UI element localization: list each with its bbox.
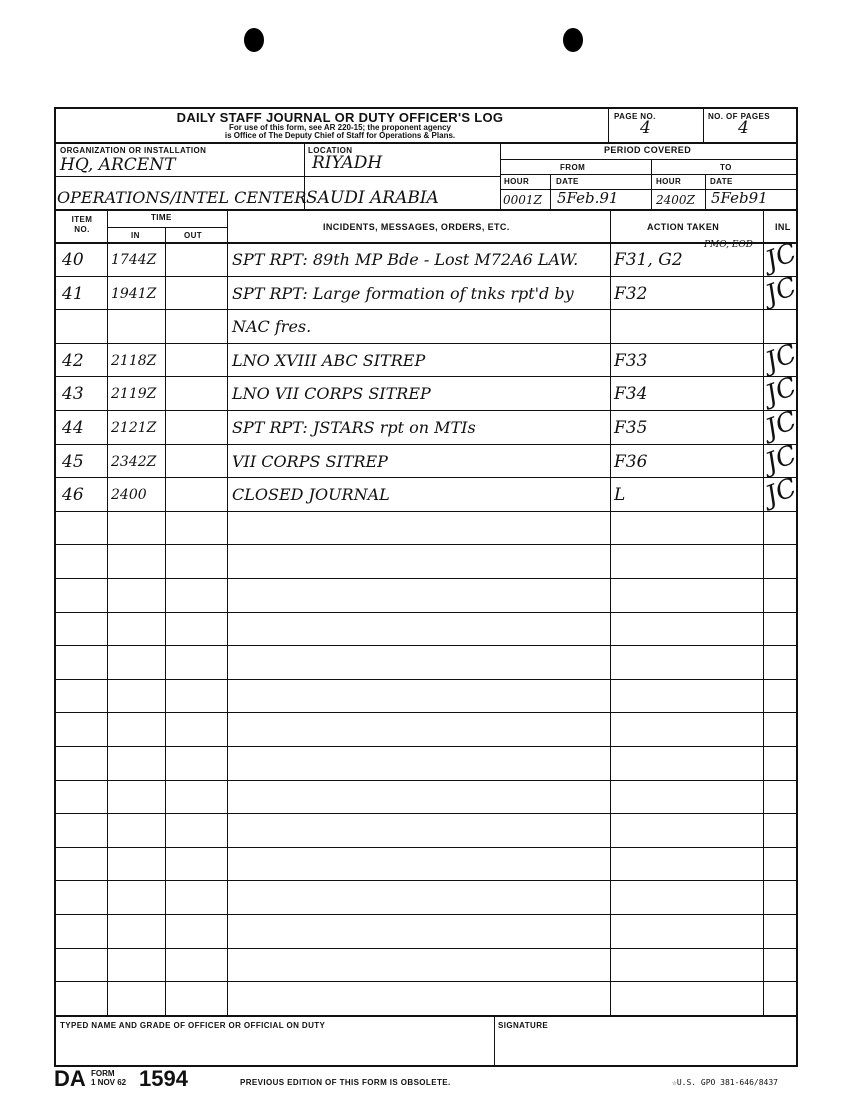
entry-item-no: 42	[62, 351, 84, 371]
to-hour-label: HOUR	[656, 177, 682, 186]
from-hour-label: HOUR	[504, 177, 530, 186]
entry-item-no: 41	[62, 284, 84, 304]
entry-initials: JC	[761, 472, 801, 512]
row-line	[55, 410, 797, 411]
entry-initials: JC	[761, 405, 801, 445]
da-label: DA	[54, 1066, 86, 1091]
entry-initials: JC	[761, 371, 801, 411]
form-number: 1594	[139, 1066, 188, 1091]
entry-text: SPT RPT: 89th MP Bde - Lost M72A6 LAW.	[232, 250, 579, 269]
entry-item-no: 46	[62, 485, 84, 505]
row-line	[55, 880, 797, 881]
to-label: TO	[720, 163, 732, 172]
entry-initials: JC	[761, 271, 801, 311]
entry-time-in: 1941Z	[111, 286, 157, 302]
row-line	[55, 645, 797, 646]
page-no-label: PAGE NO.	[614, 112, 656, 121]
form-title-block	[130, 111, 550, 140]
from-date-label: DATE	[556, 177, 579, 186]
col-out-header: OUT	[184, 231, 203, 240]
from-label: FROM	[560, 163, 586, 172]
row-line	[55, 981, 797, 982]
row-line	[55, 948, 797, 949]
no-pages-divider	[703, 107, 704, 142]
org-value-line1: HQ, ARCENT	[60, 155, 176, 175]
gpo-note: ☆U.S. GPO 381-646/8437	[672, 1078, 778, 1087]
col-action-header: ACTION TAKEN	[647, 222, 720, 232]
entry-time-in: 2119Z	[111, 386, 157, 402]
punch-hole-left	[244, 28, 264, 52]
row-line	[55, 813, 797, 814]
entry-time-in: 2118Z	[111, 353, 157, 369]
signature-label: SIGNATURE	[498, 1021, 549, 1030]
form-subtitle-line1: For use of this form, see AR 220-15; the proponent agency	[229, 123, 451, 132]
row-line	[55, 679, 797, 680]
form-title: DAILY STAFF JOURNAL OR DUTY OFFICER'S LOG	[176, 110, 504, 125]
col-incidents-header: INCIDENTS, MESSAGES, ORDERS, ETC.	[323, 222, 510, 232]
time-subheader-line	[107, 227, 227, 228]
period-left-divider	[500, 142, 501, 209]
footer-divider	[55, 1015, 797, 1017]
form-date-label: 1 NOV 62	[91, 1078, 127, 1087]
entry-action: F32	[614, 284, 648, 304]
to-date-value: 5Feb91	[711, 189, 768, 207]
to-hour-value: 2400Z	[656, 193, 695, 207]
to-date-label: DATE	[710, 177, 733, 186]
entry-time-in: 1744Z	[111, 252, 157, 268]
col-in-divider	[165, 227, 166, 1015]
to-hour-date-vertical	[705, 174, 706, 209]
row-line	[55, 847, 797, 848]
entry-action: F34	[614, 384, 648, 404]
row-line	[55, 511, 797, 512]
row-line	[55, 343, 797, 344]
entry-text: LNO XVIII ABC SITREP	[232, 351, 426, 370]
entry-text: SPT RPT: Large formation of tnks rpt'd by	[232, 284, 574, 303]
entry-text: NAC fres.	[232, 317, 312, 336]
period-covered-label: PERIOD COVERED	[604, 145, 692, 155]
row-line	[55, 544, 797, 545]
column-header-bottom	[55, 242, 797, 244]
row-line	[55, 780, 797, 781]
page-no-divider	[608, 107, 609, 142]
location-value-line1: RIYADH	[312, 153, 383, 173]
org-label: ORGANIZATION OR INSTALLATION	[60, 146, 207, 155]
row-line	[55, 309, 797, 310]
no-of-pages-label: NO. OF PAGES	[708, 112, 770, 121]
row-line	[55, 477, 797, 478]
col-in-header: IN	[131, 231, 140, 240]
entry-item-no: 43	[62, 384, 84, 404]
col-inl-header: INL	[775, 222, 791, 232]
row-line	[55, 376, 797, 377]
page-no-value: 4	[640, 118, 651, 138]
entry-action: F33	[614, 351, 648, 371]
entry-action-note: PMO, EOD	[704, 240, 754, 250]
col-item-header	[68, 215, 96, 235]
signature-divider	[494, 1015, 495, 1067]
entry-text: CLOSED JOURNAL	[232, 485, 390, 504]
entry-initials: JC	[761, 237, 801, 277]
row-line	[55, 578, 797, 579]
col-time-header: TIME	[151, 213, 172, 222]
entry-time-in: 2121Z	[111, 420, 157, 436]
entry-action: F36	[614, 452, 648, 472]
entry-item-no: 45	[62, 452, 84, 472]
from-hour-date-vertical	[550, 174, 551, 209]
header-divider	[55, 142, 797, 144]
from-to-vertical	[651, 159, 652, 209]
entry-action: F31, G2	[614, 250, 683, 270]
entry-item-no: 44	[62, 418, 84, 438]
row-line	[55, 746, 797, 747]
no-of-pages-value: 4	[738, 118, 749, 138]
org-value-line2: OPERATIONS/INTEL CENTER	[57, 188, 307, 207]
entry-text: LNO VII CORPS SITREP	[232, 384, 431, 403]
entry-item-no: 40	[62, 250, 84, 270]
form-subtitle-line2: is Office of The Deputy Chief of Staff for Operations & Plans.	[224, 131, 456, 140]
punch-hole-right	[563, 28, 583, 52]
row-line	[55, 444, 797, 445]
col-item-header-text: ITEM NO.	[71, 215, 93, 234]
org-midline	[55, 176, 500, 177]
entry-time-in: 2400	[111, 487, 147, 503]
entry-initials: JC	[761, 338, 801, 378]
form-label: FORM	[91, 1069, 115, 1078]
entry-action: F35	[614, 418, 648, 438]
from-hour-value: 0001Z	[503, 193, 542, 207]
typed-name-label: TYPED NAME AND GRADE OF OFFICER OR OFFICIAL ON DUTY	[60, 1021, 326, 1030]
row-line	[55, 612, 797, 613]
form-date-block	[91, 1069, 126, 1087]
row-line	[55, 712, 797, 713]
previous-edition-note: PREVIOUS EDITION OF THIS FORM IS OBSOLETE.	[240, 1078, 451, 1087]
from-to-divider	[500, 174, 797, 175]
entry-text: SPT RPT: JSTARS rpt on MTIs	[232, 418, 476, 437]
column-header-top	[55, 209, 797, 211]
entry-action: L	[614, 485, 626, 505]
period-divider	[500, 159, 797, 160]
location-label: LOCATION	[308, 146, 353, 155]
from-date-value: 5Feb.91	[557, 189, 619, 207]
location-value-line2: SAUDI ARABIA	[306, 188, 439, 208]
entry-text: VII CORPS SITREP	[232, 452, 388, 471]
row-line	[55, 914, 797, 915]
entry-time-in: 2342Z	[111, 454, 157, 470]
row-line	[55, 276, 797, 277]
entry-initials: JC	[761, 439, 801, 479]
